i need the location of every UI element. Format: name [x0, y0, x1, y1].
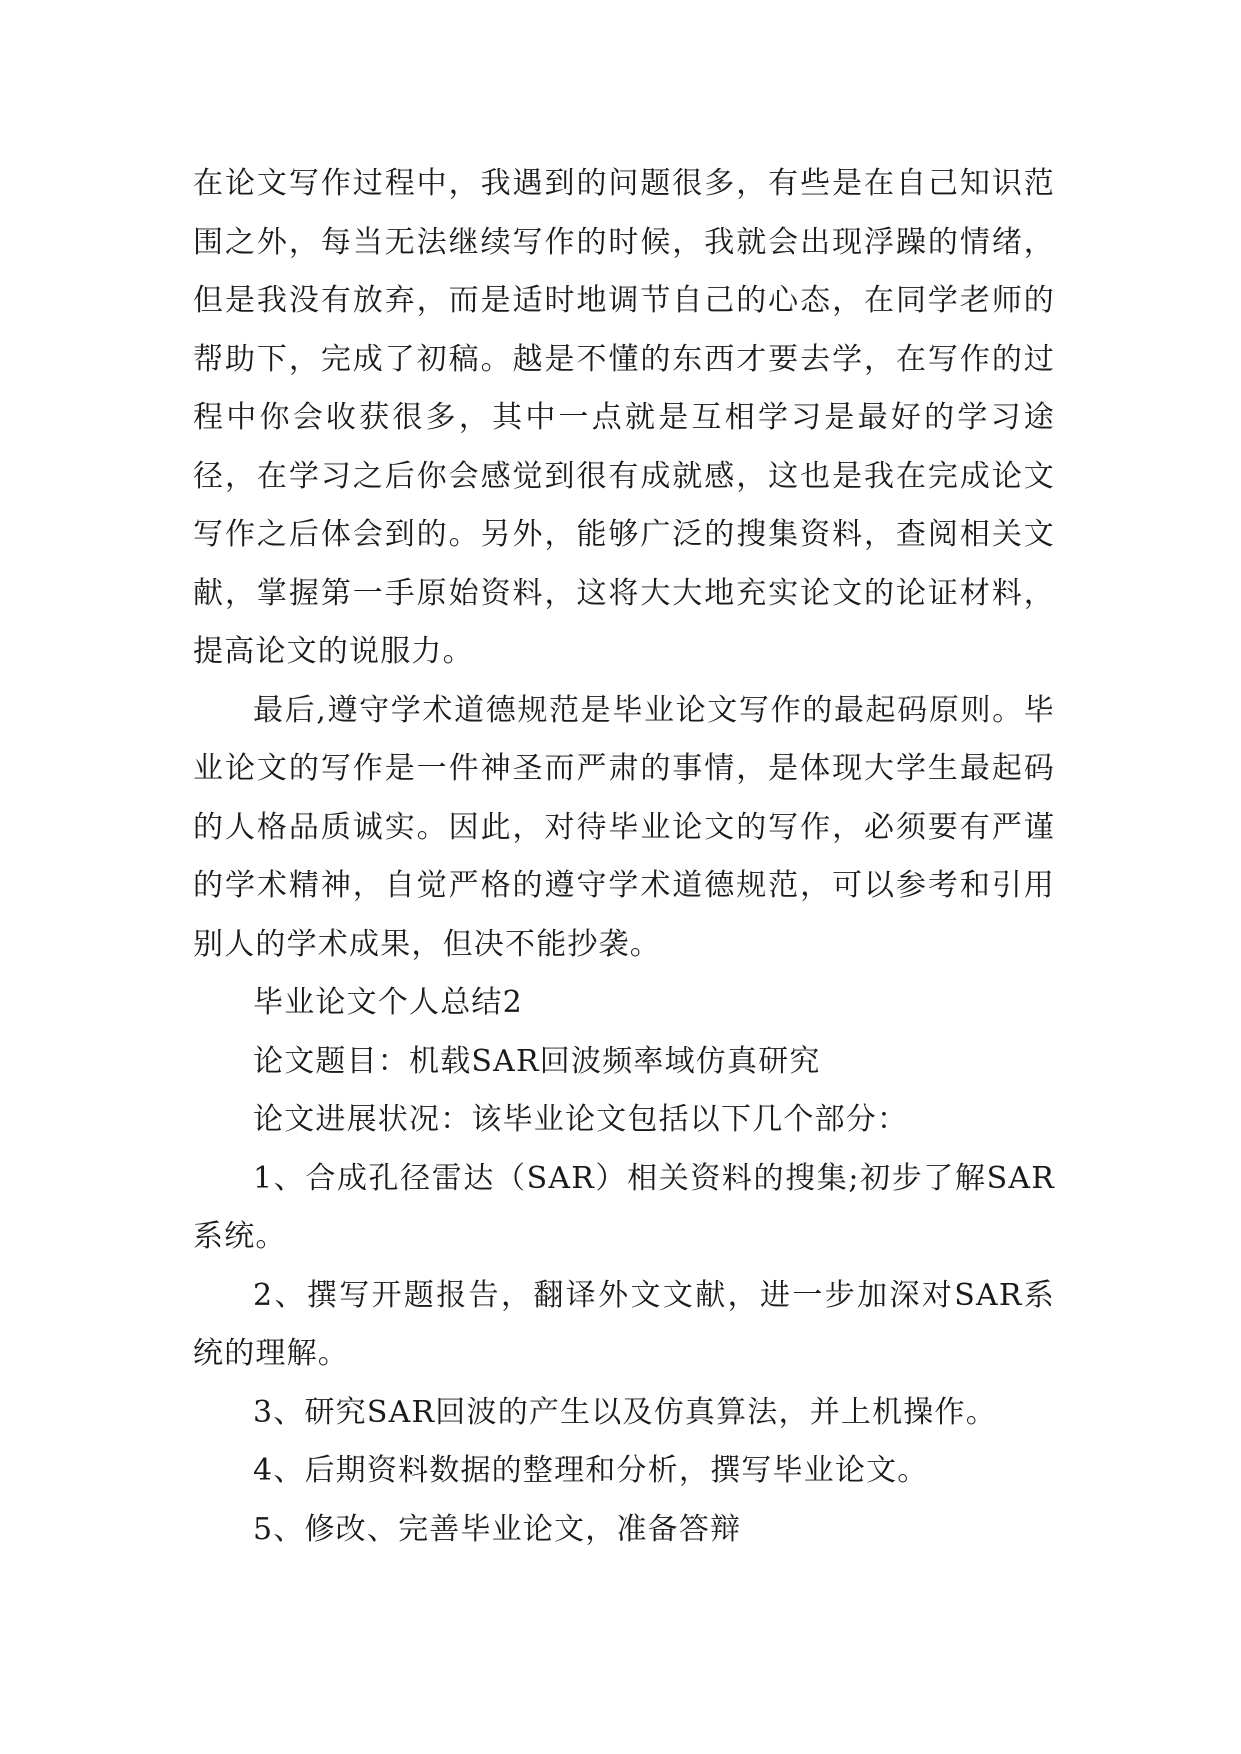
- paragraph-academic-ethics: 最后,遵守学术道德规范是毕业论文写作的最起码原则。毕业论文的写作是一件神圣而严肃的事情，是体现大学生最起码的人格品质诚实。因此，对待毕业论文的写作，必须要有严谨的学术精神，自觉严格的遵守学术道德规范，可以参考和引用别人的学术成果，但决不能抄袭。: [193, 692, 1055, 962]
- list-item: 1、合成孔径雷达（SAR）相关资料的搜集;初步了解SAR系统。: [193, 1160, 1055, 1254]
- document-body: [193, 155, 1055, 1559]
- list-item: 4、后期资料数据的整理和分析，撰写毕业论文。: [253, 1453, 929, 1488]
- list-item: 2、撰写开题报告，翻译外文文献，进一步加深对SAR系统的理解。: [193, 1277, 1055, 1371]
- list-item: 3、研究SAR回波的产生以及仿真算法，并上机操作。: [253, 1394, 997, 1430]
- section-heading: 毕业论文个人总结2: [253, 985, 523, 1020]
- list-item: 5、修改、完善毕业论文，准备答辩: [253, 1511, 742, 1547]
- thesis-title: 论文题目：机载SAR回波频率域仿真研究: [253, 1043, 821, 1079]
- paragraph-writing-process: 在论文写作过程中，我遇到的问题很多，有些是在自己知识范围之外，每当无法继续写作的时候，我就会出现浮躁的情绪，但是我没有放弃，而是适时地调节自己的心态，在同学老师的帮助下，完成了初稿。越是不懂的东西才要去学，在写作的过程中你会收获很多，其中一点就是互相学习是最好的学习途径，在学习之后你会感觉到很有成就感，这也是我在完成论文写作之后体会到的。另外，能够广泛的搜集资料，查阅相关文献，掌握第一手原始资料，这将大大地充实论文的论证材料，提高论文的说服力。: [193, 166, 1055, 669]
- progress-status: 论文进展状况：该毕业论文包括以下几个部分：: [253, 1102, 909, 1137]
